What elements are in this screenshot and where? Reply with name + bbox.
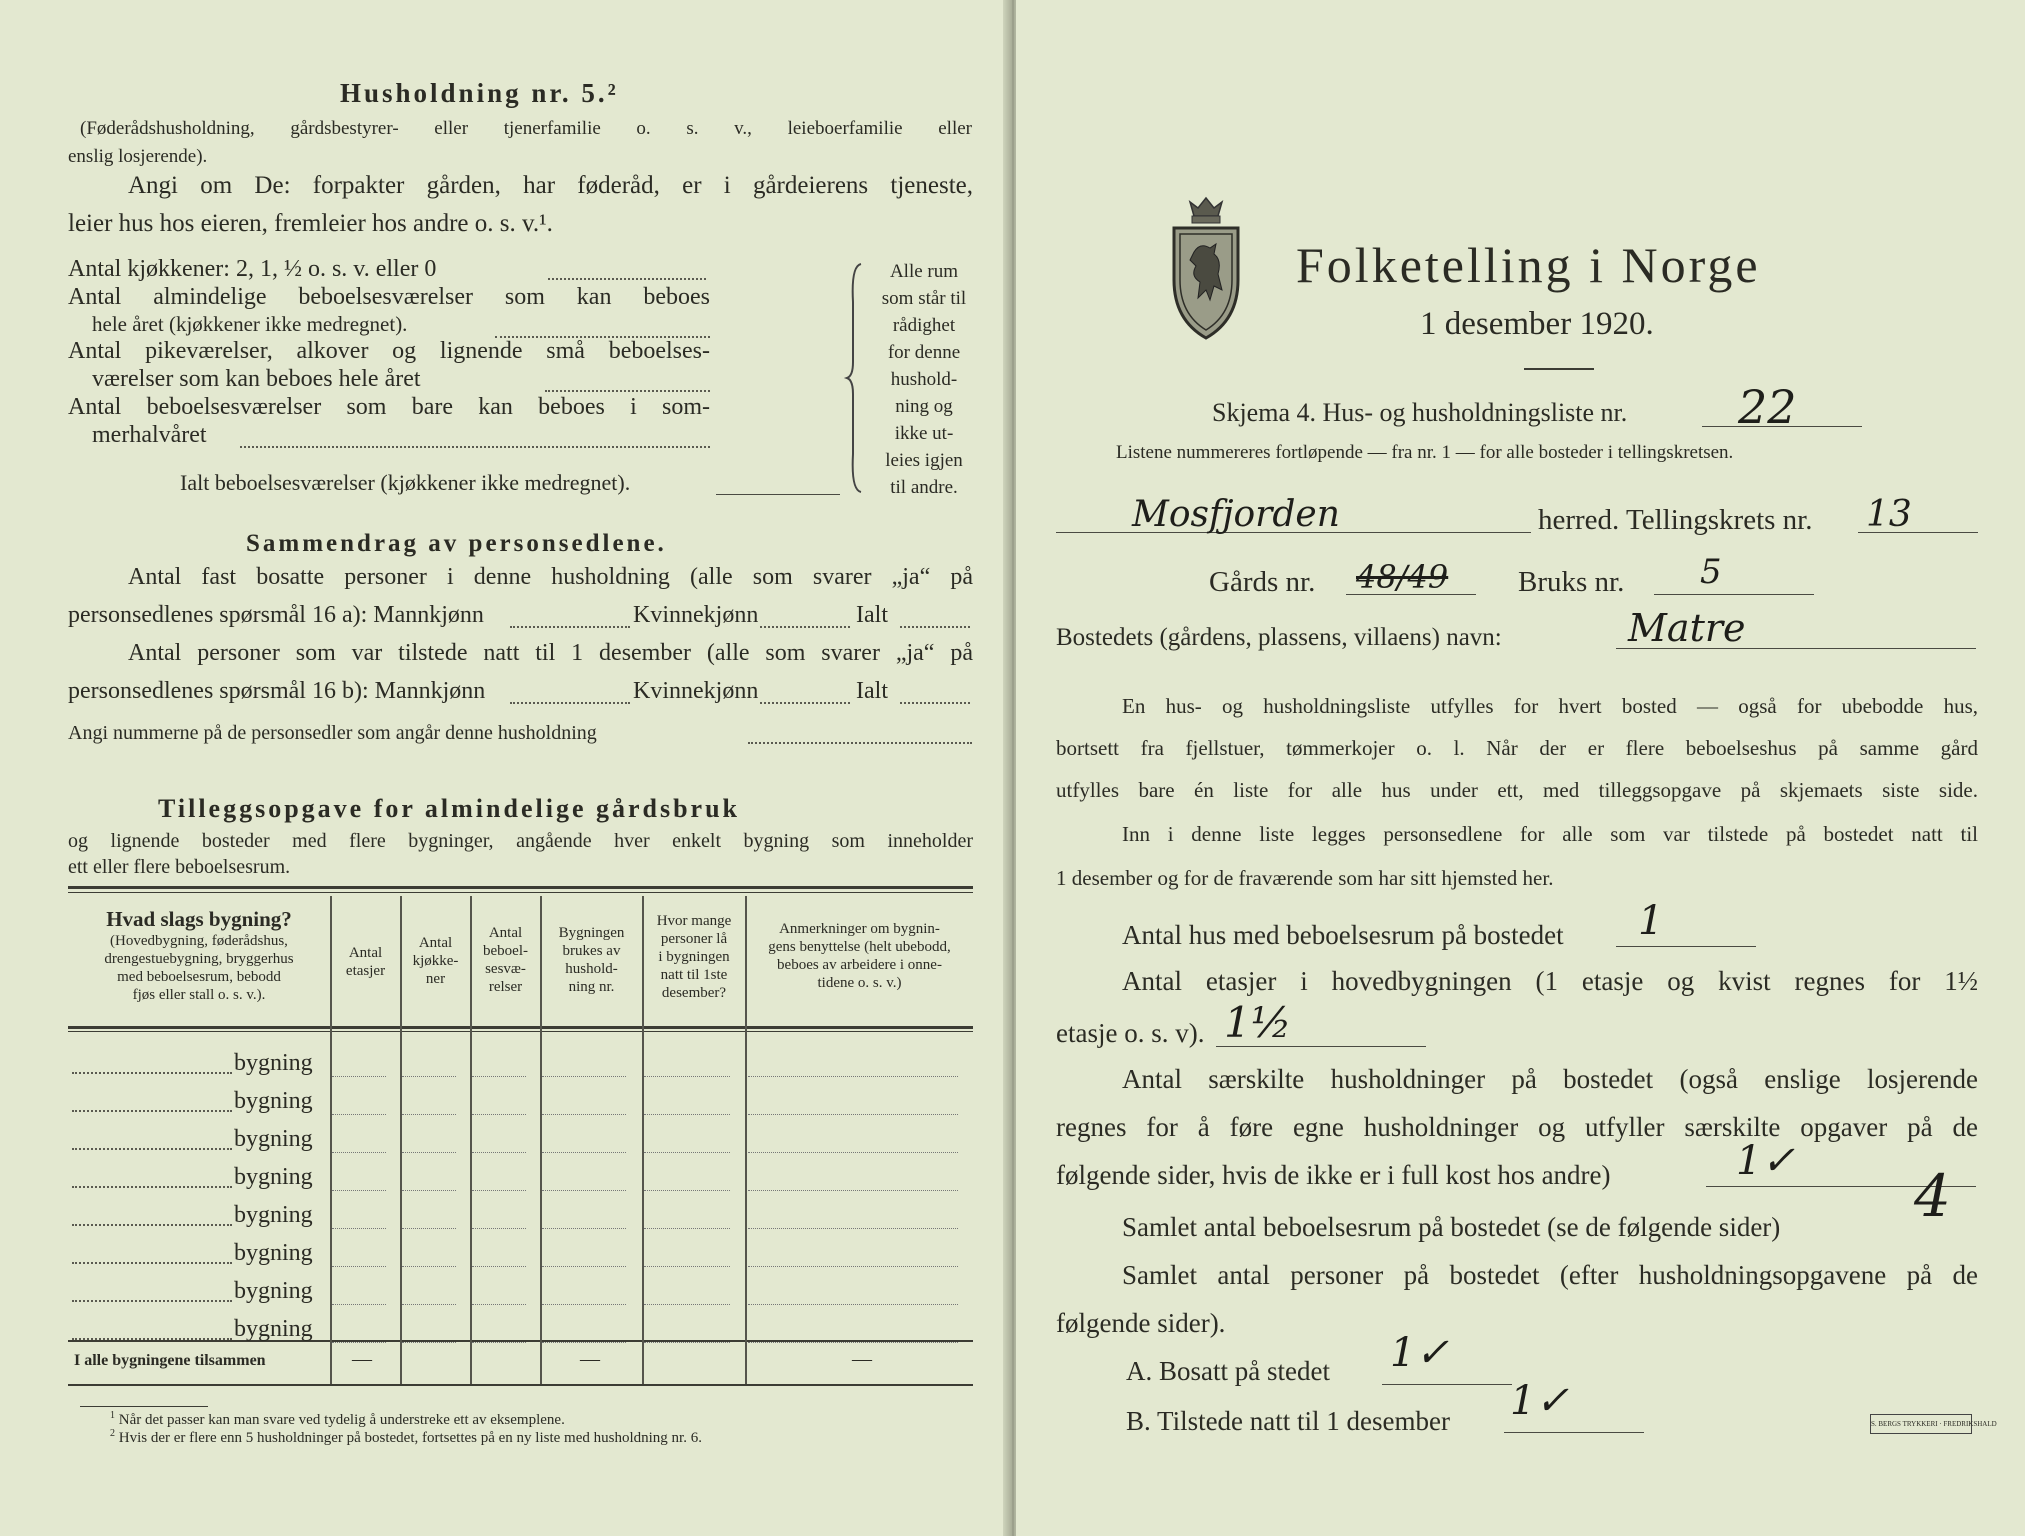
building-row-cell bbox=[542, 1304, 626, 1305]
col-header-kind: Hvad slags bygning? (Hovedbygning, føderådshus, drengestuebygning, bryggerhus med beboelsesrum, bebodd fjøs eller stall o. s. v.). bbox=[104, 907, 294, 1003]
summary-a-female-dots bbox=[760, 626, 850, 628]
footnote-1: $^1$ Når det passer kan man svare ved tydelig å understreke ett av eksemplene. bbox=[110, 1410, 565, 1428]
numbers-label: Angi nummerne på de personsedler som angår denne husholdning bbox=[68, 722, 597, 744]
instruction-line1: En hus- og husholdningsliste utfylles for hvert bosted — også for ubebodde hus, bbox=[1122, 694, 1978, 718]
households-value: 1✓ bbox=[1736, 1138, 1795, 1184]
building-row-blank bbox=[72, 1148, 232, 1150]
household-subtitle: (Føderådshusholdning, gårdsbestyrer- eller tjenerfamilie o. s. v., leieboerfamilie eller bbox=[80, 118, 972, 139]
building-row-cell bbox=[644, 1152, 730, 1153]
building-row-cell bbox=[644, 1228, 730, 1229]
building-row-cell bbox=[402, 1076, 456, 1077]
building-row-cell bbox=[542, 1342, 626, 1343]
table-header-rule bbox=[68, 1026, 973, 1029]
building-row-cell bbox=[472, 1152, 526, 1153]
building-row-cell bbox=[748, 1114, 958, 1115]
summary-b-male-dots bbox=[510, 702, 630, 704]
households-label-cont2: følgende sider, hvis de ikke er i full kost hos andre) bbox=[1056, 1160, 1611, 1190]
building-row-cell bbox=[472, 1114, 526, 1115]
side-note: Alle rum som står til rådighet for denne hushold- ning og ikke ut- leies igjen til andre. bbox=[881, 261, 967, 498]
instruction-line4: Inn i denne liste legges personsedlene for alle som var tilstede på bostedet natt til bbox=[1122, 822, 1978, 846]
col-header-floors: Antal etasjer bbox=[345, 945, 386, 979]
bosted-label: Bostedets (gårdens, plassens, villaens) navn: bbox=[1056, 624, 1502, 651]
census-title: Folketelling i Norge bbox=[1296, 237, 1761, 293]
building-row-label: bygning bbox=[234, 1164, 313, 1190]
building-row bbox=[68, 1276, 973, 1314]
building-row-label: bygning bbox=[234, 1126, 313, 1152]
building-row bbox=[68, 1162, 973, 1200]
building-row-cell bbox=[644, 1304, 730, 1305]
building-row bbox=[68, 1048, 973, 1086]
instruction-line5: 1 desember og for de fraværende som har sitt hjemsted her. bbox=[1056, 866, 1554, 890]
col-header-rooms: Antal beboel- sesvæ- relser bbox=[483, 925, 528, 995]
floors-value: 1½ bbox=[1224, 998, 1292, 1047]
total-remarks-dash: — bbox=[852, 1348, 872, 1370]
building-row-cell bbox=[542, 1076, 626, 1077]
bruks-line bbox=[1654, 594, 1814, 595]
building-row-cell bbox=[332, 1266, 386, 1267]
building-row-cell bbox=[542, 1190, 626, 1191]
building-row-blank bbox=[72, 1110, 232, 1112]
building-row-cell bbox=[748, 1228, 958, 1229]
summary-heading: Sammendrag av personsedlene. bbox=[246, 530, 667, 557]
summary-b-total-label: Ialt bbox=[856, 678, 888, 704]
total-floors-dash: — bbox=[352, 1348, 372, 1370]
building-row-cell bbox=[644, 1190, 730, 1191]
building-row-cell bbox=[748, 1076, 958, 1077]
building-row-cell bbox=[644, 1342, 730, 1343]
building-row-cell bbox=[332, 1114, 386, 1115]
building-row-cell bbox=[402, 1342, 456, 1343]
supplement-text-line2: ett eller flere beboelsesrum. bbox=[68, 856, 291, 878]
building-row-cell bbox=[644, 1114, 730, 1115]
rooms-small-dots bbox=[545, 390, 710, 392]
building-row-cell bbox=[332, 1190, 386, 1191]
brace-mark bbox=[845, 262, 867, 494]
floors-label-cont: etasje o. s. v). bbox=[1056, 1018, 1205, 1048]
summary-a-male-dots bbox=[510, 626, 630, 628]
kitchens-dots bbox=[548, 278, 706, 280]
building-row-cell bbox=[332, 1342, 386, 1343]
summary-a-female-label: Kvinnekjønn bbox=[633, 602, 759, 628]
summary-a-total-dots bbox=[900, 626, 970, 628]
building-row-cell bbox=[472, 1228, 526, 1229]
summary-a-line1: Antal fast bosatte personer i denne husholdning (alle som svarer „ja“ på bbox=[128, 564, 973, 590]
building-row-cell bbox=[472, 1342, 526, 1343]
present-value: 1✓ bbox=[1510, 1378, 1569, 1424]
building-row-cell bbox=[472, 1190, 526, 1191]
household-subtitle-cont: enslig losjerende). bbox=[68, 146, 208, 167]
building-row-label: bygning bbox=[234, 1202, 313, 1228]
building-row-cell bbox=[748, 1152, 958, 1153]
table-header-rule-thin bbox=[68, 1031, 973, 1032]
building-row-cell bbox=[472, 1266, 526, 1267]
resident-line bbox=[1382, 1384, 1512, 1385]
building-row-blank bbox=[72, 1338, 232, 1340]
rooms-summer-label-cont: merhalvåret bbox=[92, 422, 207, 448]
gards-label: Gårds nr. bbox=[1209, 566, 1316, 598]
building-row-cell bbox=[402, 1190, 456, 1191]
rooms-small-label: Antal pikeværelser, alkover og lignende små beboelses- bbox=[68, 338, 710, 364]
building-row-cell bbox=[542, 1266, 626, 1267]
title-divider bbox=[1524, 368, 1594, 370]
building-row-cell bbox=[332, 1152, 386, 1153]
tenure-question-cont: leier hus hos eieren, fremleier hos andre o. s. v.¹. bbox=[68, 210, 553, 237]
supplement-text-line1: og lignende bosteder med flere bygninger, angående hver enkelt bygning som inneholder bbox=[68, 830, 973, 852]
houses-line bbox=[1616, 946, 1756, 947]
herred-value: Mosfjorden bbox=[1132, 494, 1340, 535]
col-header-used-by: Bygningen brukes av hushold- ning nr. bbox=[558, 925, 625, 995]
building-row-cell bbox=[748, 1266, 958, 1267]
rooms-summer-label: Antal beboelsesværelser som bare kan beboes i som- bbox=[68, 394, 710, 420]
summary-b-line2: personsedlenes spørsmål 16 b): Mannkjønn bbox=[68, 678, 486, 704]
resident-value: 1✓ bbox=[1390, 1330, 1449, 1376]
numbering-note: Listene nummereres fortløpende — fra nr. 1 — for alle bosteder i tellingskretsen. bbox=[1116, 442, 1734, 463]
building-row-cell bbox=[402, 1228, 456, 1229]
rooms-small-label-cont: værelser som kan beboes hele året bbox=[92, 366, 421, 392]
bruks-value: 5 bbox=[1700, 552, 1722, 592]
building-row-label: bygning bbox=[234, 1050, 313, 1076]
building-row-blank bbox=[72, 1224, 232, 1226]
building-row-blank bbox=[72, 1262, 232, 1264]
building-row-blank bbox=[72, 1300, 232, 1302]
building-row-label: bygning bbox=[234, 1278, 313, 1304]
building-row bbox=[68, 1238, 973, 1276]
building-row-cell bbox=[542, 1114, 626, 1115]
floors-label: Antal etasjer i hovedbygningen (1 etasje og kvist regnes for 1½ bbox=[1122, 966, 1978, 996]
summary-b-total-dots bbox=[900, 702, 970, 704]
building-row-cell bbox=[748, 1190, 958, 1191]
resident-label: A. Bosatt på stedet bbox=[1126, 1356, 1330, 1386]
building-row-cell bbox=[748, 1304, 958, 1305]
summary-a-line2: personsedlenes spørsmål 16 a): Mannkjønn bbox=[68, 602, 484, 628]
summary-b-female-dots bbox=[760, 702, 850, 704]
building-row bbox=[68, 1086, 973, 1124]
bruks-label: Bruks nr. bbox=[1518, 566, 1625, 598]
krets-value: 13 bbox=[1866, 494, 1912, 535]
rooms-ordinary-label-cont: hele året (kjøkkener ikke medregnet). bbox=[92, 312, 408, 336]
bosted-value: Matre bbox=[1628, 606, 1746, 650]
building-row-cell bbox=[644, 1266, 730, 1267]
present-line bbox=[1504, 1432, 1644, 1433]
table-bottom-rule bbox=[68, 1384, 973, 1386]
building-row-blank bbox=[72, 1072, 232, 1074]
building-row-cell bbox=[402, 1266, 456, 1267]
persons-label: Samlet antal personer på bostedet (efter husholdningsopgavene på de bbox=[1122, 1260, 1978, 1290]
instruction-line2: bortsett fra fjellstuer, tømmerkojer o. l. Når der er flere beboelseshus på samme gård bbox=[1056, 736, 1978, 760]
building-row-cell bbox=[402, 1114, 456, 1115]
total-rooms-line bbox=[716, 494, 840, 495]
building-row-cell bbox=[748, 1342, 958, 1343]
building-row bbox=[68, 1200, 973, 1238]
norway-coat-of-arms-icon bbox=[1166, 194, 1246, 344]
right-page bbox=[1016, 0, 2025, 1536]
rooms-total-value: 4 bbox=[1914, 1162, 1951, 1230]
gards-value: 48/49 bbox=[1356, 558, 1449, 596]
summary-b-female-label: Kvinnekjønn bbox=[633, 678, 759, 704]
building-row-cell bbox=[542, 1152, 626, 1153]
persons-label-cont: følgende sider). bbox=[1056, 1308, 1226, 1338]
footnote-2: $^2$ Hvis der er flere enn 5 husholdninger på bostedet, fortsettes på en ny liste med husholdning nr. 6. bbox=[110, 1428, 702, 1446]
households-label: Antal særskilte husholdninger på bostedet (også enslige losjerende bbox=[1122, 1064, 1978, 1094]
table-top-rule-thin bbox=[68, 892, 973, 893]
rooms-total-label: Samlet antal beboelsesrum på bostedet (se de følgende sider) bbox=[1122, 1212, 1781, 1242]
building-row bbox=[68, 1314, 973, 1352]
summary-a-total-label: Ialt bbox=[856, 602, 888, 628]
tenure-question: Angi om De: forpakter gården, har føderåd, er i gårdeierens tjeneste, bbox=[128, 172, 973, 199]
summary-b-line1: Antal personer som var tilstede natt til 1 desember (alle som svarer „ja“ på bbox=[128, 640, 973, 666]
building-row-cell bbox=[472, 1304, 526, 1305]
col-header-remarks: Anmerkninger om bygnin- gens benyttelse (helt ubebodd, beboes av arbeidere i onne- tidene o. s. v.) bbox=[768, 921, 951, 991]
kitchens-label: Antal kjøkkener: 2, 1, ½ o. s. v. eller 0 bbox=[68, 256, 437, 282]
houses-value: 1 bbox=[1638, 898, 1664, 944]
building-row-cell bbox=[332, 1304, 386, 1305]
building-row bbox=[68, 1124, 973, 1162]
building-row-label: bygning bbox=[234, 1088, 313, 1114]
col-header-persons: Hvor mange personer lå i bygningen natt til 1ste desember? bbox=[656, 913, 732, 1001]
total-used-by-dash: — bbox=[580, 1348, 600, 1370]
printer-stamp: S. BERGS TRYKKERI · FREDRIKSHALD bbox=[1870, 1414, 1972, 1434]
present-label: B. Tilstede natt til 1 desember bbox=[1126, 1406, 1450, 1436]
building-row-cell bbox=[542, 1228, 626, 1229]
building-row-label: bygning bbox=[234, 1316, 313, 1342]
footnote-rule bbox=[80, 1406, 208, 1407]
total-row-label: I alle bygningene tilsammen bbox=[74, 1352, 266, 1369]
building-row-cell bbox=[402, 1304, 456, 1305]
total-rooms-label: Ialt beboelsesværelser (kjøkkener ikke medregnet). bbox=[180, 470, 631, 495]
col-header-kitchens: Antal kjøkke- ner bbox=[412, 935, 459, 987]
schema-label: Skjema 4. Hus- og husholdningsliste nr. bbox=[1212, 398, 1628, 427]
houses-label: Antal hus med beboelsesrum på bostedet bbox=[1122, 920, 1564, 950]
numbers-dots bbox=[748, 742, 972, 744]
households-label-cont1: regnes for å føre egne husholdninger og utfyller særskilte opgaver på de bbox=[1056, 1112, 1978, 1142]
building-row-label: bygning bbox=[234, 1240, 313, 1266]
left-page bbox=[0, 0, 1010, 1536]
herred-label: herred. Tellingskrets nr. bbox=[1538, 504, 1813, 536]
building-row-cell bbox=[402, 1152, 456, 1153]
building-row-cell bbox=[472, 1076, 526, 1077]
rooms-ordinary-label: Antal almindelige beboelsesværelser som kan beboes bbox=[68, 284, 710, 310]
census-date: 1 desember 1920. bbox=[1420, 306, 1654, 342]
instruction-line3: utfylles bare én liste for alle hus under ett, med tilleggsopgave på skjemaets siste side. bbox=[1056, 778, 1978, 802]
building-row-cell bbox=[332, 1076, 386, 1077]
schema-nr-value: 22 bbox=[1738, 380, 1797, 434]
supplement-heading: Tilleggsopgave for almindelige gårdsbruk bbox=[158, 794, 741, 823]
building-row-blank bbox=[72, 1186, 232, 1188]
table-top-rule bbox=[68, 886, 973, 889]
household-title: Husholdning nr. 5.² bbox=[340, 78, 619, 108]
rooms-summer-dots bbox=[240, 446, 710, 448]
building-row-cell bbox=[644, 1076, 730, 1077]
building-row-cell bbox=[332, 1228, 386, 1229]
